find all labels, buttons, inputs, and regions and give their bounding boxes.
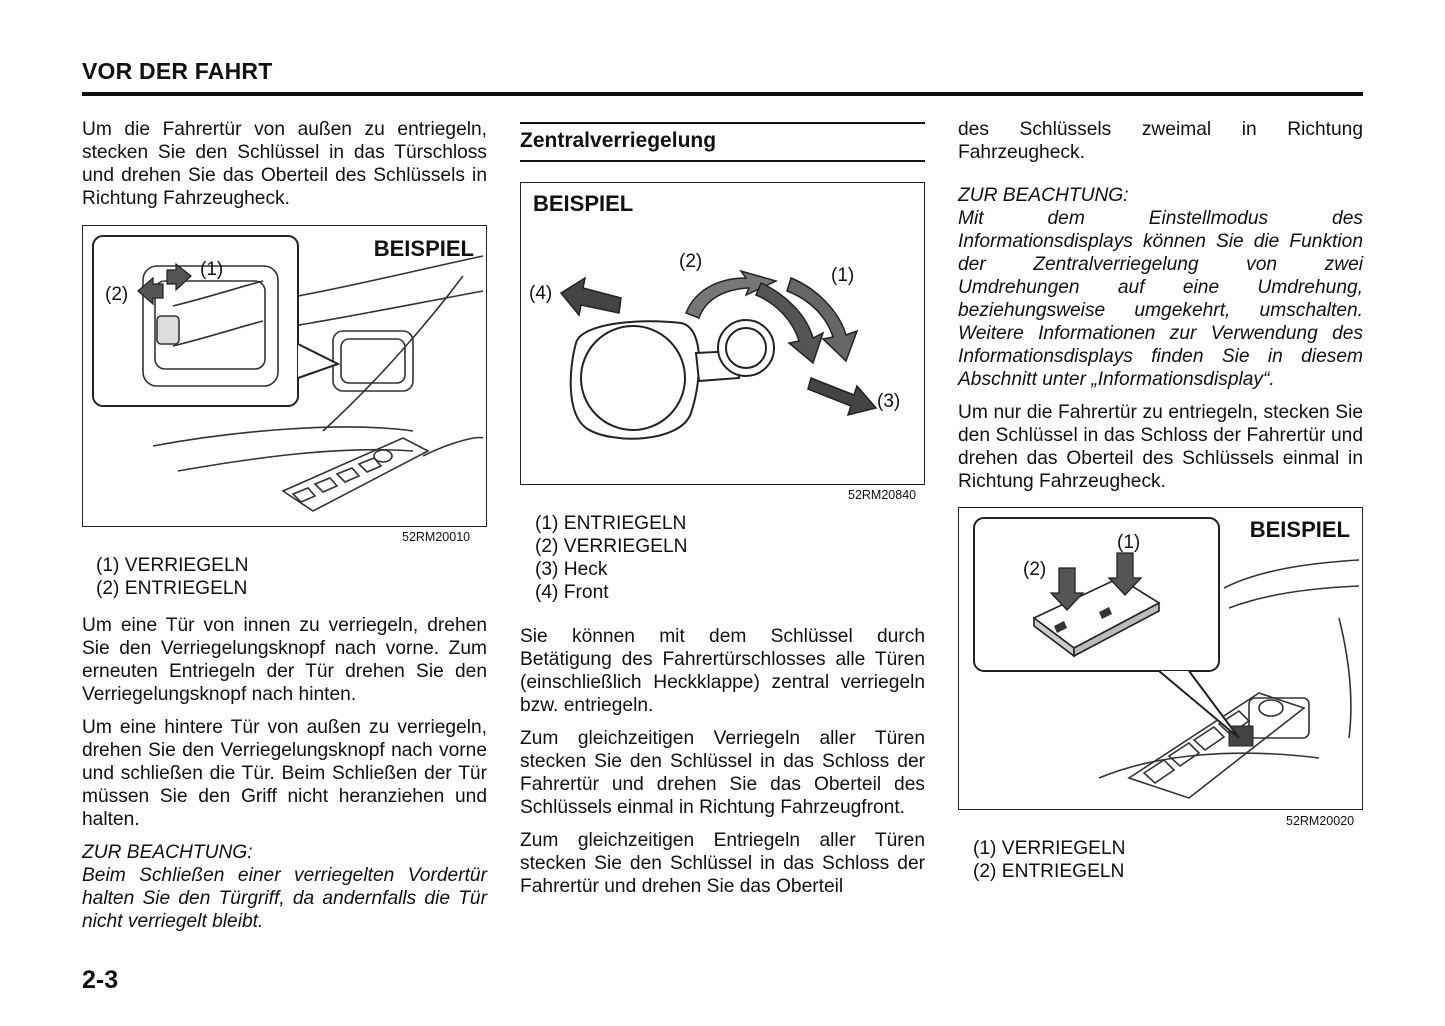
figure-label: BEISPIEL <box>533 191 634 216</box>
legend-item: (4) Front <box>535 582 609 603</box>
col2-para1: Sie können mit dem Schlüssel durch Betätigung des Fahrertürschlosses alle Türen (einschließlich Heckklappe) zentral verriegeln bzw. entriegeln. <box>520 626 925 716</box>
header-rule <box>82 92 1363 96</box>
col1-para2: Um eine hintere Tür von außen zu verriegeln, drehen Sie den Verriegelungsknopf nach vorne und schließen die Tür. Beim Schließen der Tür müssen Sie den Griff nicht heranziehen und halten. <box>82 717 487 830</box>
callout-4: (4) <box>529 283 553 304</box>
col3-para2: Um nur die Fahrertür zu entriegeln, stecken Sie den Schlüssel in das Schloss der Fahrertür und drehen das Oberteil des Schlüssels einmal in Richtung Fahrzeugheck. <box>958 402 1363 492</box>
figure-switch-panel <box>958 507 1363 810</box>
col1-para1: Um eine Tür von innen zu verriegeln, drehen Sie den Verriegelungsknopf nach vorne. Zum erneuten Entriegeln der Tür drehen Sie den Verriegelungsknopf nach hinten. <box>82 615 487 705</box>
callout-1: (1) <box>200 259 224 280</box>
figure-key-turn <box>520 182 925 485</box>
callout-1: (1) <box>1117 532 1141 553</box>
note-title: ZUR BEACHTUNG: <box>82 842 253 863</box>
col1-intro: Um die Fahrertür von außen zu entriegeln, stecken Sie den Schlüssel in das Türschloss und drehen Sie das Oberteil des Schlüssels in Richtung Fahrzeugheck. <box>82 119 487 209</box>
column-2-lower <box>520 625 925 908</box>
legend-item: (2) ENTRIEGELN <box>973 861 1125 882</box>
section-title: Zentralverriegelung <box>520 122 925 162</box>
key-turn-illustration <box>521 183 924 484</box>
callout-3: (3) <box>877 391 901 412</box>
col3-para1: des Schlüssels zweimal in Richtung Fahrzeugheck. <box>958 119 1363 163</box>
callout-2: (2) <box>1023 559 1047 580</box>
note-body: Beim Schließen einer verriegelten Vordertür halten Sie den Türgriff, da andernfalls die Tür nicht verriegelt bleibt. <box>82 865 487 932</box>
col2-para2: Zum gleichzeitigen Verriegeln aller Türen stecken Sie den Schlüssel in das Schloss der Fahrertür und drehen Sie das Oberteil des Schlüssels einmal in Richtung Fahrzeugfront. <box>520 728 925 818</box>
column-1 <box>82 118 487 220</box>
figure-label: BEISPIEL <box>373 236 474 261</box>
legend-item: (2) VERRIEGELN <box>535 536 688 557</box>
column-3 <box>958 118 1363 503</box>
note-title: ZUR BEACHTUNG: <box>958 185 1129 206</box>
figure-code: 52RM20840 <box>848 488 917 502</box>
callout-1: (1) <box>831 265 855 286</box>
column-1-lower <box>82 614 487 943</box>
page-header-title: VOR DER FAHRT <box>82 58 273 84</box>
door-handle-illustration <box>83 226 486 526</box>
legend-item: (1) ENTRIEGELN <box>535 513 687 534</box>
legend-list <box>973 837 1125 883</box>
switch-panel-illustration <box>959 508 1362 809</box>
legend-item: (1) VERRIEGELN <box>96 555 249 576</box>
legend-list <box>535 512 687 604</box>
note-body: Mit dem Einstellmodus des Informationsdisplays können Sie die Funktion der Zentralverriegelung von zwei Umdrehungen auf eine Umdrehung, beziehungsweise umgekehrt, umschalten. Weitere Informationen zur Verwendung des Informationsdisplays finden Sie in diesem Abschnitt unter „Informationsdisplay“. <box>958 208 1363 390</box>
figure-code: 52RM20020 <box>1286 814 1355 828</box>
col2-para3: Zum gleichzeitigen Entriegeln aller Türen stecken Sie den Schlüssel in das Schloss der Fahrertür und drehen Sie das Oberteil <box>520 830 925 897</box>
figure-door-handle <box>82 225 487 527</box>
legend-list <box>96 554 248 600</box>
figure-code: 52RM20010 <box>402 530 471 544</box>
page-number: 2-3 <box>82 966 119 994</box>
callout-2: (2) <box>679 251 703 272</box>
legend-item: (1) VERRIEGELN <box>973 838 1126 859</box>
figure-label: BEISPIEL <box>1249 517 1350 542</box>
legend-item: (3) Heck <box>535 559 608 580</box>
legend-item: (2) ENTRIEGELN <box>96 578 248 599</box>
callout-2: (2) <box>105 284 129 305</box>
